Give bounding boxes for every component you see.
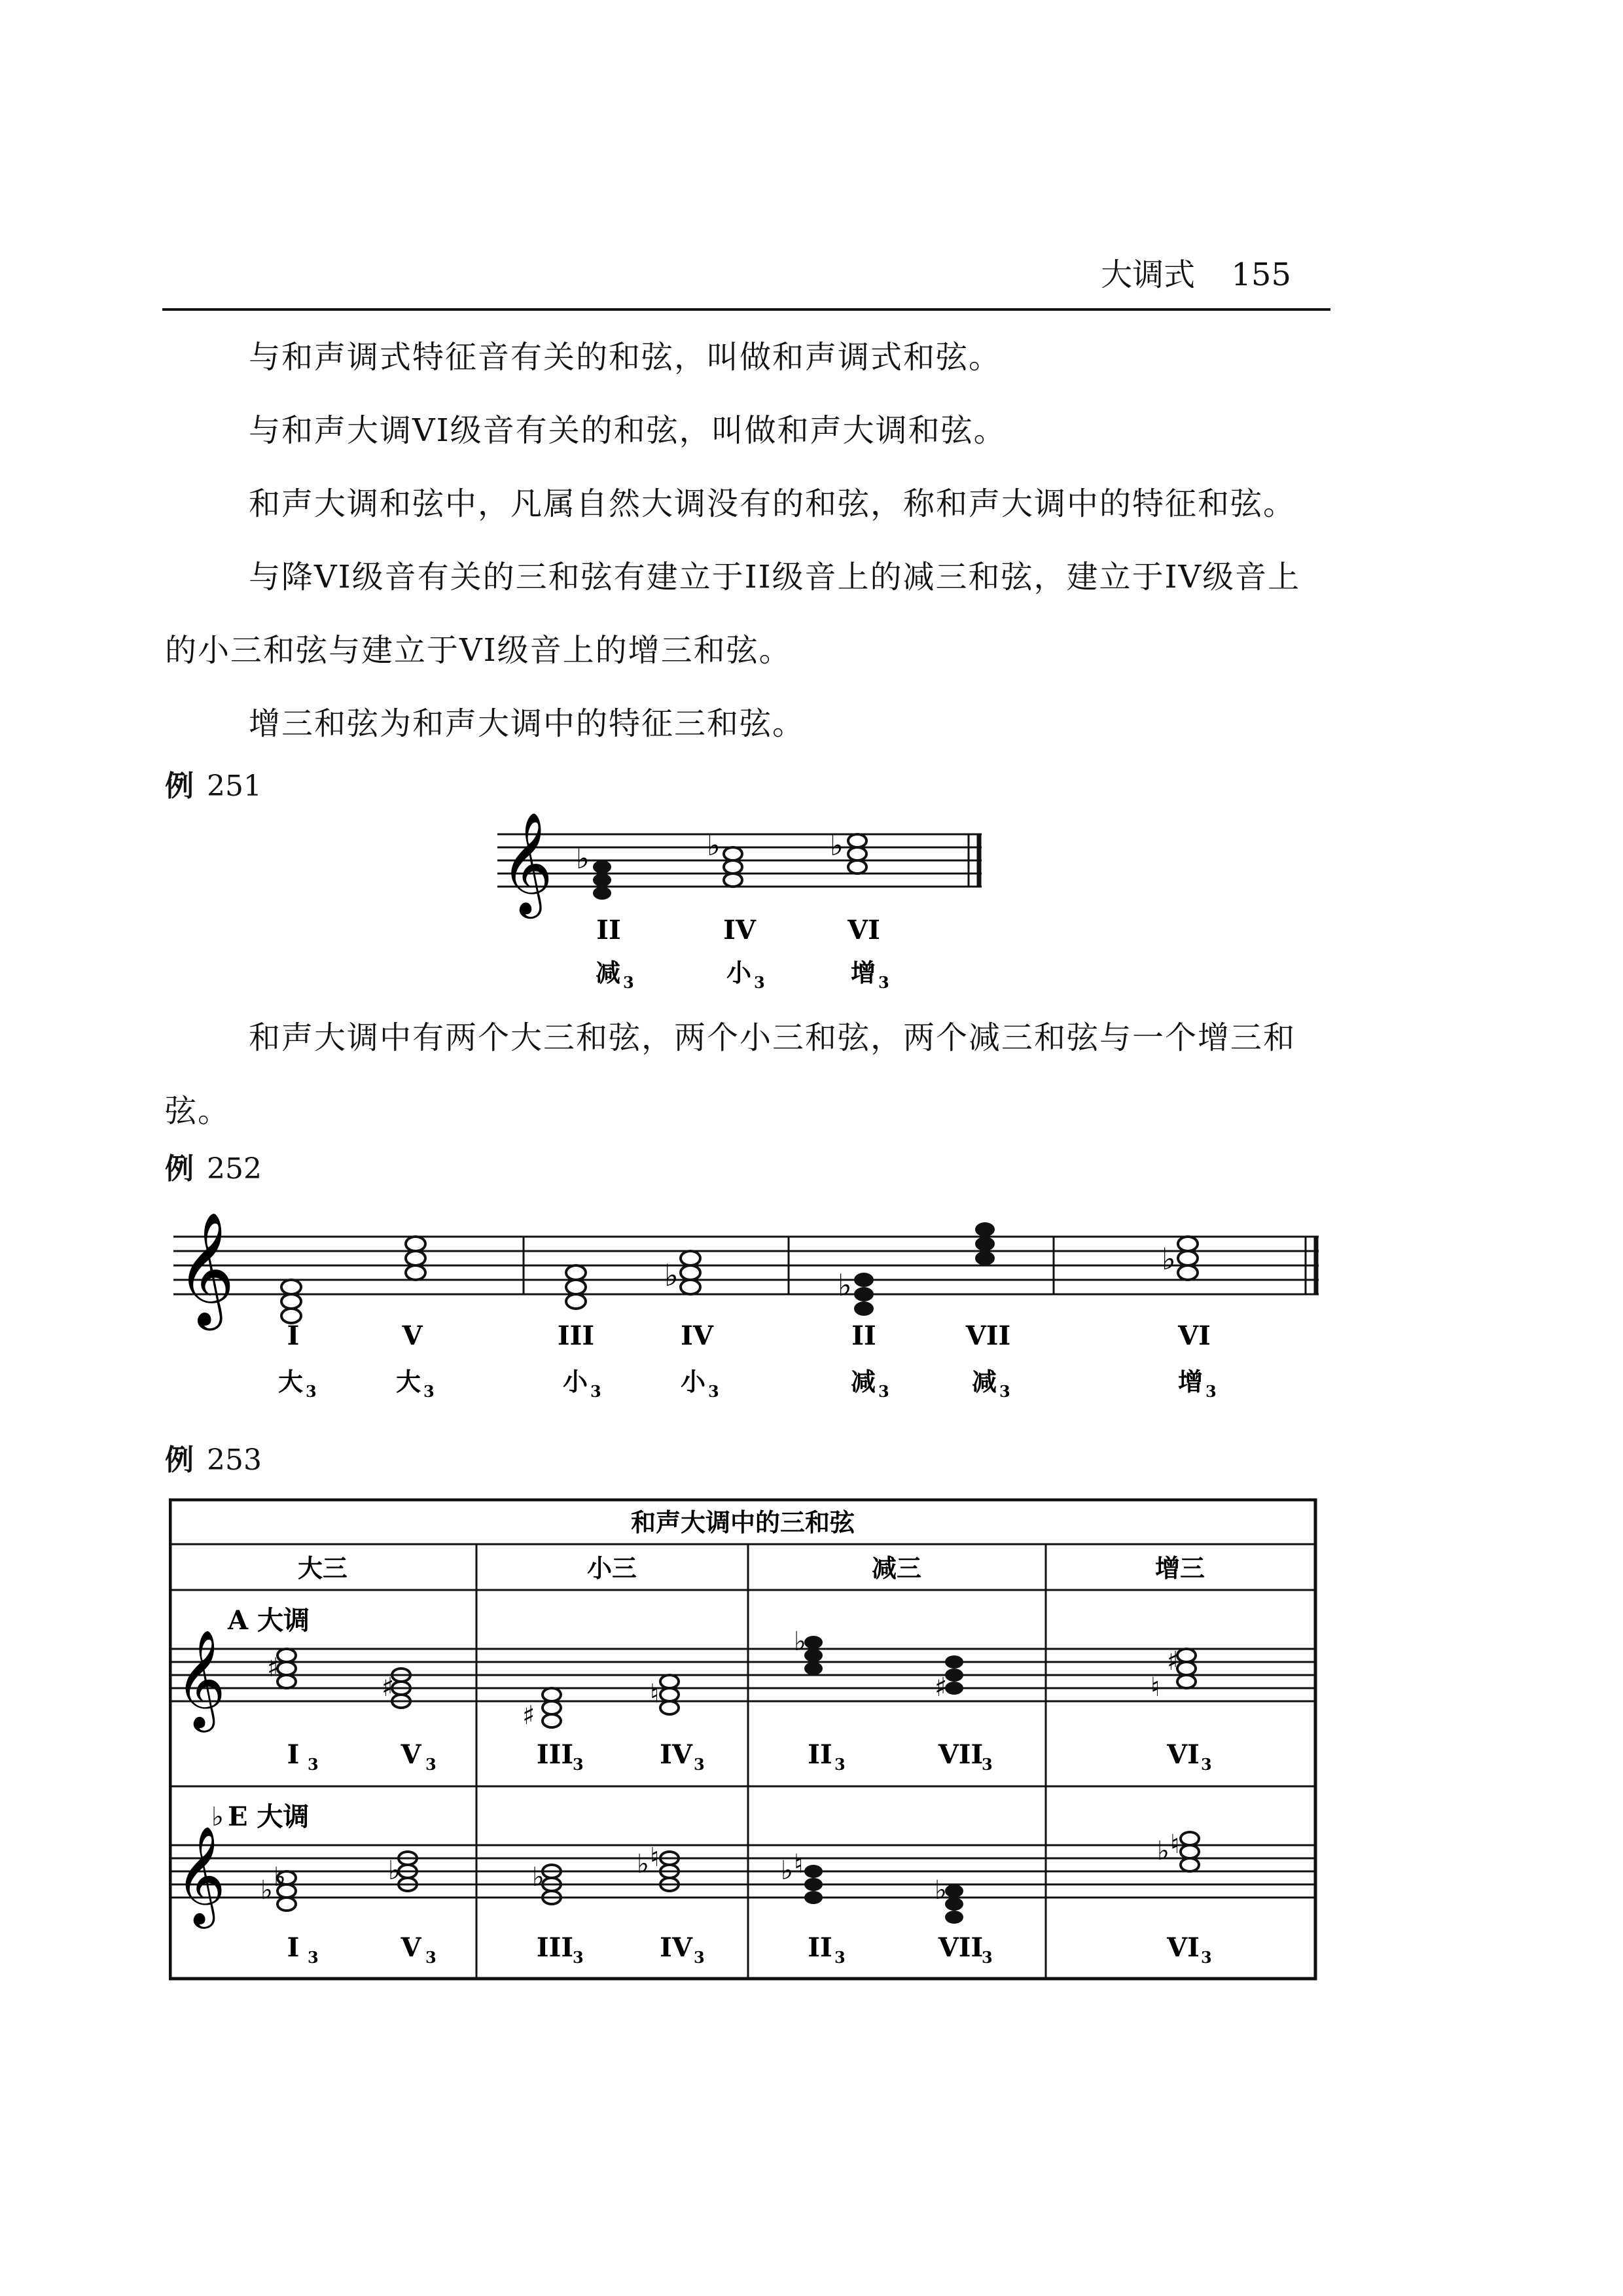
subscript: 3 — [590, 1382, 601, 1401]
paragraph: 与和声调式特征音有关的和弦，叫做和声调式和弦。 — [249, 339, 1002, 376]
example-253-label — [165, 1436, 262, 1478]
sharp-icon: ♯ — [382, 1672, 395, 1703]
subscript: 3 — [425, 1755, 437, 1774]
natural-icon: ♮ — [1150, 1672, 1160, 1703]
quality-label: 小 — [681, 1367, 706, 1396]
degree-label: VI — [1167, 1932, 1200, 1963]
subscript: 3 — [878, 1382, 889, 1401]
treble-clef-icon: 𝄞 — [501, 811, 553, 914]
quality-label: 大 — [396, 1367, 421, 1396]
degree-label: V — [401, 1739, 421, 1770]
example-252-staff — [167, 1191, 1338, 1407]
svg-text:♭: ♭ — [707, 829, 721, 862]
sharp-icon: ♯ — [935, 1672, 948, 1703]
chord-iv — [707, 829, 742, 887]
sharp-icon: ♯ — [1167, 1646, 1180, 1676]
chord-vi — [830, 829, 866, 874]
flat-icon: ♭ — [1162, 1241, 1176, 1277]
body-text-top — [165, 321, 1323, 760]
key-label: A 大调 — [228, 1605, 310, 1636]
example-251-label — [165, 762, 262, 804]
degree-label: III — [557, 1320, 595, 1351]
column-header: 小三 — [586, 1553, 637, 1583]
column-header: 大三 — [297, 1553, 348, 1583]
quality-label: 减 — [972, 1367, 997, 1396]
chord-ii — [576, 842, 611, 900]
quality-label: 增 — [851, 958, 876, 987]
degree-label: II — [851, 1320, 876, 1351]
degree-label: VII — [965, 1320, 1011, 1351]
chord-v — [406, 1237, 425, 1280]
degree-label: I — [287, 1739, 300, 1770]
chord-vii — [975, 1222, 995, 1265]
degree-label: V — [402, 1320, 423, 1351]
subscript: 3 — [834, 1755, 846, 1774]
subscript: 3 — [308, 1755, 319, 1774]
flat-icon: ♭ — [388, 1856, 401, 1886]
example-number: 253 — [207, 1443, 262, 1477]
chord-ii — [854, 1273, 874, 1316]
degree-label: I — [287, 1932, 300, 1963]
example-252-label — [165, 1145, 262, 1187]
paragraph: 增三和弦为和声大调中的特征三和弦。 — [249, 705, 806, 742]
flat-icon: ♭ — [664, 1258, 679, 1293]
subscript: 3 — [982, 1948, 993, 1967]
subscript: 3 — [423, 1382, 435, 1401]
paragraph: 和声大调和弦中，凡属自然大调没有的和弦，称和声大调中的特征和弦。 — [249, 486, 1296, 522]
subscript: 3 — [306, 1382, 317, 1401]
flat-icon: ♭ — [935, 1875, 947, 1905]
flat-icon: ♭ — [781, 1856, 793, 1886]
paragraph: 和声大调中有两个大三和弦，两个小三和弦，两个减三和弦与一个增三和弦。 — [165, 1019, 1296, 1129]
page-number: 155 — [1231, 256, 1291, 293]
quality-label: 大 — [278, 1367, 304, 1396]
subscript: 3 — [1201, 1755, 1212, 1774]
column-header: 增三 — [1154, 1553, 1205, 1583]
key-label: E 大调 — [228, 1801, 310, 1832]
degree-label: VI — [1167, 1739, 1200, 1770]
subscript: 3 — [1201, 1948, 1212, 1967]
flat-icon: ♭ — [274, 1862, 286, 1892]
treble-clef-icon: 𝄞 — [175, 1825, 226, 1924]
quality-label: 小 — [726, 958, 752, 987]
treble-clef-icon: 𝄞 — [175, 1629, 226, 1728]
sharp-icon: ♯ — [522, 1701, 535, 1731]
chord-iii — [566, 1265, 586, 1309]
natural-icon: ♮ — [650, 1843, 660, 1873]
quality-label: 减 — [596, 958, 621, 987]
flat-icon: ♭ — [211, 1801, 224, 1832]
subscript: 3 — [425, 1948, 437, 1967]
degree-label: IV — [660, 1739, 692, 1770]
subscript: 3 — [754, 973, 765, 991]
subscript: 3 — [708, 1382, 719, 1401]
flat-icon: ♭ — [794, 1627, 806, 1657]
svg-text:♭: ♭ — [830, 829, 844, 862]
subscript: 3 — [308, 1948, 319, 1967]
example-number: 252 — [207, 1152, 262, 1186]
degree-label: II — [808, 1932, 832, 1963]
degree-label: VI — [1178, 1320, 1211, 1351]
chord-iv — [681, 1251, 700, 1294]
sharp-icon: ♯ — [267, 1653, 280, 1683]
degree-label: III — [536, 1932, 574, 1963]
svg-text:♭: ♭ — [576, 842, 590, 875]
header-rule — [162, 308, 1330, 311]
degree-label: II — [596, 915, 621, 945]
degree-label: VII — [938, 1739, 984, 1770]
degree-label: IV — [660, 1932, 692, 1963]
flat-icon: ♭ — [1157, 1836, 1169, 1866]
example-label-word: 例 — [165, 1443, 194, 1477]
treble-clef-icon: 𝄞 — [177, 1212, 235, 1326]
flat-icon: ♭ — [532, 1862, 544, 1892]
natural-icon: ♮ — [1170, 1829, 1180, 1860]
header-title: 大调式 — [1101, 256, 1196, 293]
subscript: 3 — [1205, 1382, 1217, 1401]
degree-label: IV — [723, 915, 756, 945]
example-label-word: 例 — [165, 1152, 194, 1186]
quality-label: 小 — [563, 1367, 588, 1396]
quality-label: 减 — [851, 1367, 876, 1396]
paragraph: 与降VI级音有关的三和弦有建立于II级音上的减三和弦，建立于IV级音上的小三和弦与建立于VI级音上的增三和弦。 — [165, 559, 1301, 669]
subscript: 3 — [999, 1382, 1010, 1401]
example-251-staff — [484, 795, 1008, 991]
flat-icon: ♭ — [637, 1849, 649, 1879]
flat-icon: ♭ — [838, 1267, 852, 1303]
chord-vi — [1178, 1237, 1198, 1280]
subscript: 3 — [694, 1755, 705, 1774]
degree-label: VII — [938, 1932, 984, 1963]
degree-label: IV — [681, 1320, 713, 1351]
subscript: 3 — [623, 973, 634, 991]
flat-icon: ♭ — [260, 1875, 273, 1905]
column-header: 减三 — [871, 1553, 922, 1583]
example-label-word: 例 — [165, 769, 194, 803]
chord-i — [281, 1280, 301, 1323]
degree-label: V — [401, 1932, 421, 1963]
example-number: 251 — [207, 769, 262, 803]
subscript: 3 — [878, 973, 889, 991]
natural-icon: ♮ — [794, 1849, 804, 1879]
paragraph: 与和声大调VI级音有关的和弦，叫做和声大调和弦。 — [249, 412, 1007, 449]
degree-label: III — [536, 1739, 574, 1770]
running-header — [162, 252, 1330, 311]
subscript: 3 — [982, 1755, 993, 1774]
header-title-line — [1101, 252, 1291, 298]
body-text-mid — [165, 1001, 1323, 1148]
subscript: 3 — [573, 1948, 584, 1967]
subscript: 3 — [834, 1948, 846, 1967]
degree-label: II — [808, 1739, 832, 1770]
table-title: 和声大调中的三和弦 — [630, 1508, 855, 1537]
natural-icon: ♮ — [650, 1679, 660, 1709]
quality-label: 增 — [1178, 1367, 1204, 1396]
degree-label: I — [287, 1320, 300, 1351]
degree-label: VI — [847, 915, 880, 945]
subscript: 3 — [694, 1948, 705, 1967]
example-253-table — [169, 1498, 1317, 1981]
subscript: 3 — [573, 1755, 584, 1774]
